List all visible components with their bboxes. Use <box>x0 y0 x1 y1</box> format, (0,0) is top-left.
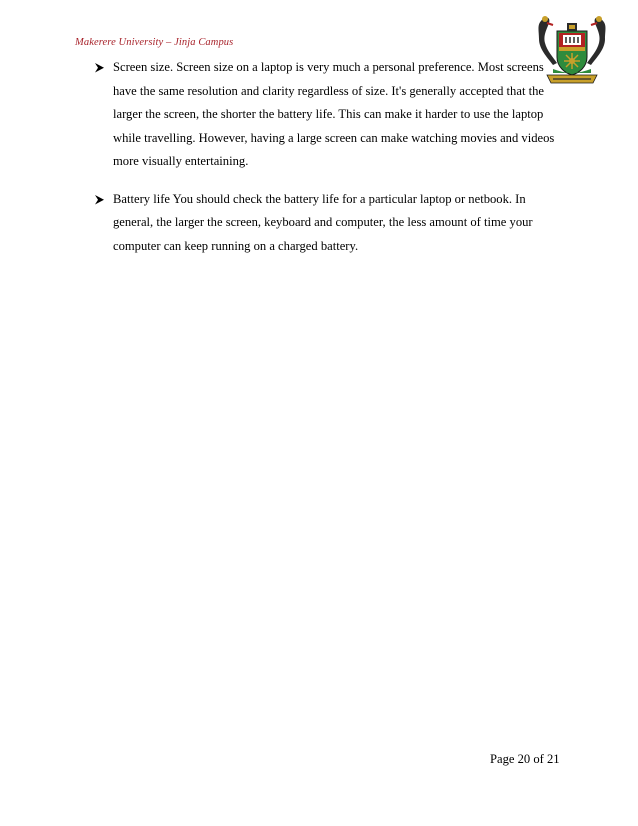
running-header: Makerere University – Jinja Campus <box>75 37 234 48</box>
arrow-bullet-icon <box>93 188 107 212</box>
bullet-list <box>95 56 565 272</box>
arrow-bullet-icon <box>93 56 107 80</box>
page-number: Page 20 of 21 <box>490 752 560 766</box>
list-item <box>95 188 565 259</box>
list-item-text: Screen size. Screen size on a laptop is very much a personal preference. Most screens have the same resolution and clarity regardless of size. It's generally accepted that the larger the screen, the shorter the battery life. This can make it harder to use the laptop while travelling. However, having a large screen can make watching movies and videos more visually entertaining. <box>113 60 555 168</box>
list-item <box>95 56 565 174</box>
list-item-text: Battery life You should check the battery life for a particular laptop or netbook. In general, the larger the screen, keyboard and computer, the less amount of time your computer can keep running on a charged battery. <box>113 191 533 253</box>
